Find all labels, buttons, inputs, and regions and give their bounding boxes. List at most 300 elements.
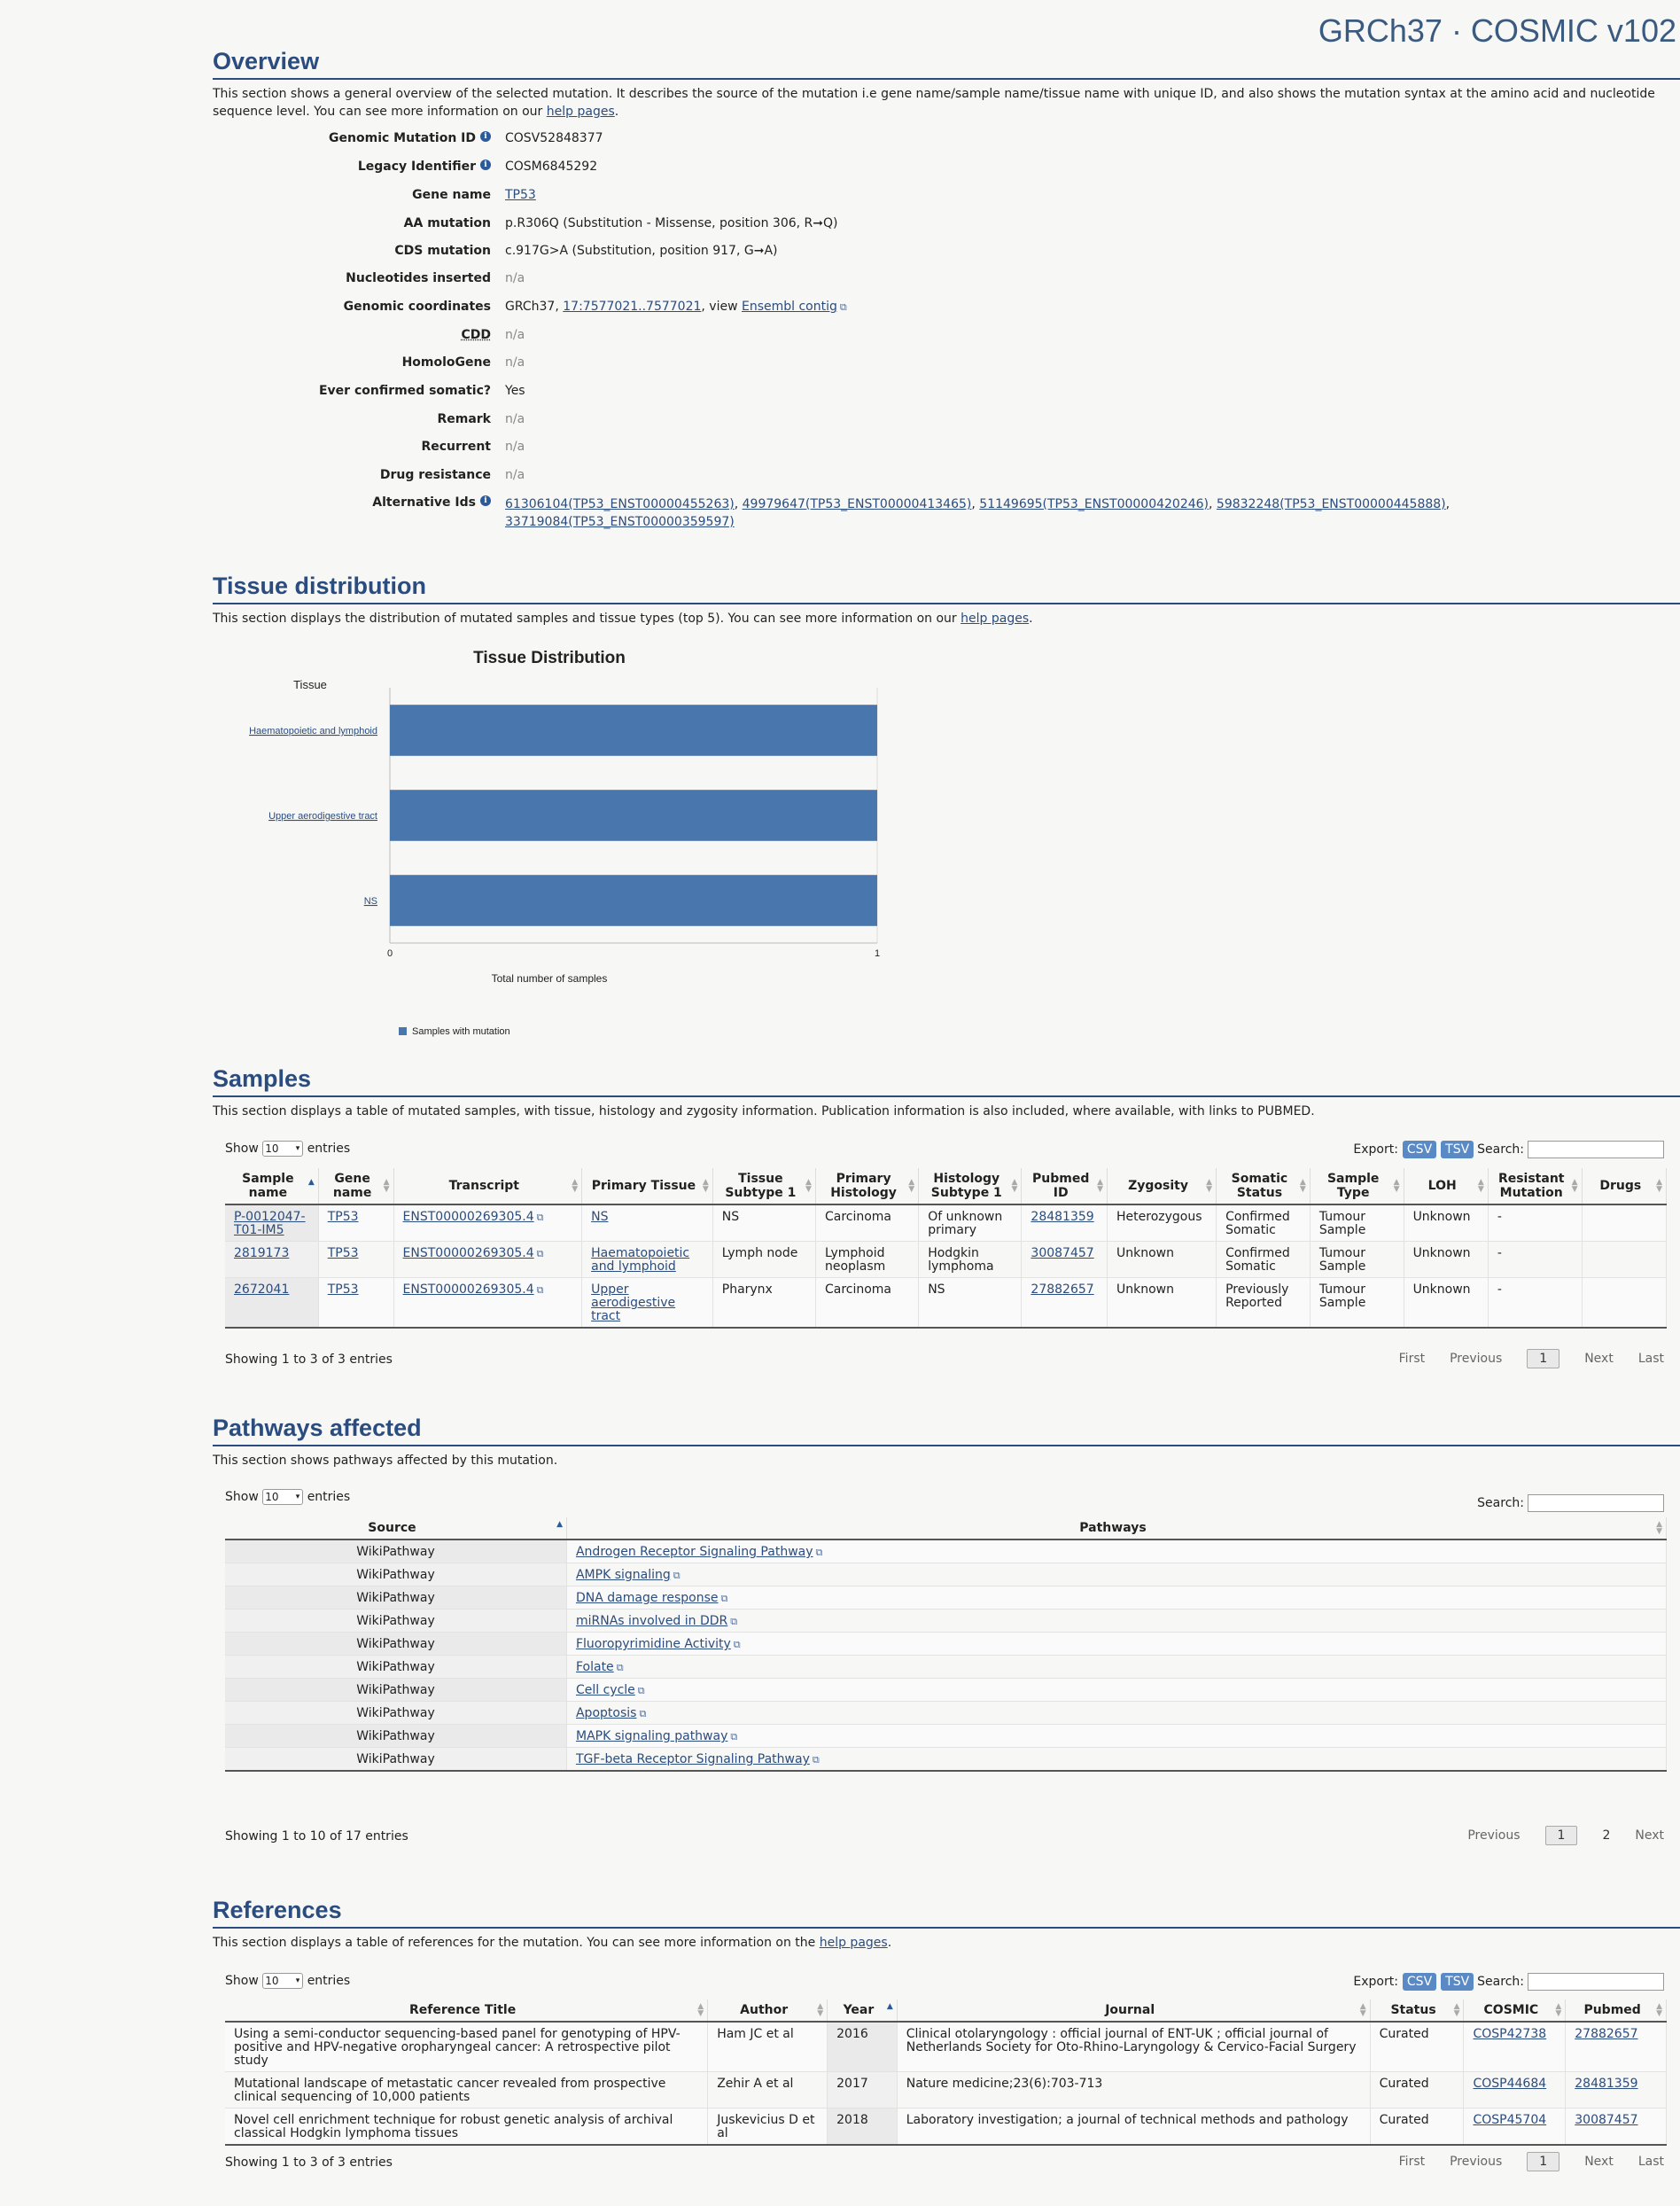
pubmed-link[interactable]: 27882657 (1575, 2027, 1638, 2041)
field-genomic-coordinates (213, 300, 847, 319)
column-header-label: Pubmed (1583, 2003, 1641, 2017)
table-row (225, 1725, 1667, 1748)
cell-histology-subtype-1 (919, 1204, 1022, 1242)
chart-ylabel: Tissue (293, 678, 327, 691)
cell-text: WikiPathway (356, 1706, 435, 1720)
sort-icon: ▲ ▼ (817, 2002, 824, 2018)
pathways-search-input[interactable] (1528, 1494, 1664, 1512)
label-text: Legacy Identifier (357, 160, 476, 174)
transcript-link[interactable]: ENST00000269305.4 (402, 1246, 534, 1260)
tissue-desc-end: . (1029, 612, 1033, 626)
pathways-title: Pathways affected (213, 1413, 1680, 1446)
category-label-haematopoietic-and-lymphoid[interactable]: Haematopoietic and lymphoid (249, 726, 377, 737)
cell-resistant-mutation (1488, 1242, 1582, 1278)
export-tsv-button[interactable]: TSV (1441, 1141, 1474, 1158)
column-header-label: Primary Histology (830, 1172, 897, 1200)
pager-previous[interactable]: Previous (1450, 2155, 1503, 2169)
column-header-drugs[interactable] (1582, 1168, 1666, 1204)
alt-id-link[interactable]: 33719084(TP53_ENST00000359597) (505, 515, 735, 529)
cell-source (225, 1610, 566, 1633)
cell-text: 2016 (836, 2027, 868, 2041)
transcript-link[interactable]: ENST00000269305.4 (402, 1282, 534, 1297)
cell-primary-histology (815, 1278, 918, 1329)
cell-text: Carcinoma (824, 1210, 892, 1224)
remark-value: n/a (505, 412, 525, 426)
cell-sample-name (225, 1242, 318, 1278)
pager-next[interactable]: Next (1635, 1828, 1664, 1843)
cell-sample-type (1310, 1204, 1404, 1242)
column-header-label: Sample name (242, 1172, 294, 1200)
export-label: Export: (1353, 1975, 1398, 1989)
gene-name-link[interactable]: TP53 (505, 188, 536, 202)
samples-title: Samples (213, 1064, 1680, 1097)
cell-tissue-subtype-1 (712, 1242, 815, 1278)
overview-desc-end: . (614, 105, 619, 119)
transcript-link[interactable]: ENST00000269305.4 (402, 1210, 534, 1224)
pathways-link[interactable]: MAPK signaling pathway (575, 1729, 728, 1743)
sort-icon: ▲ ▼ (1097, 1178, 1104, 1194)
samples-search-input[interactable] (1528, 1141, 1664, 1158)
cell-pathways (566, 1679, 1666, 1702)
overview-desc (213, 85, 1680, 121)
select-value: 10 (265, 1142, 279, 1155)
field-ever-confirmed (213, 384, 525, 403)
table-row (225, 1204, 1667, 1242)
cell-text: - (1497, 1282, 1502, 1297)
cell-pathways (566, 1725, 1666, 1748)
x-tick-label: 0 (386, 948, 393, 959)
field-label: Ever confirmed somatic? (318, 384, 491, 398)
external-link-icon: ⧉ (730, 1731, 738, 1742)
pathways-info: Showing 1 to 10 of 17 entries (225, 1829, 408, 1844)
alt-id-link[interactable]: 49979647(TP53_ENST00000413465) (742, 497, 972, 511)
alt-id-link[interactable]: 59832248(TP53_ENST00000445888) (1216, 497, 1446, 511)
cell-pubmed (1566, 2072, 1667, 2109)
table-row (225, 1633, 1667, 1656)
column-header-resistant-mutation[interactable] (1488, 1168, 1582, 1204)
cell-text: Unknown (1116, 1246, 1175, 1260)
select-value: 10 (265, 1491, 279, 1503)
cell-author (708, 2022, 828, 2072)
external-link-icon: ⧉ (637, 1685, 645, 1696)
field-label: Gene name (412, 188, 491, 202)
info-icon[interactable]: i (480, 160, 491, 170)
sample-name-link[interactable]: 2672041 (234, 1282, 290, 1297)
cell-pathways (566, 1656, 1666, 1679)
category-label-ns[interactable]: NS (363, 896, 377, 907)
drug-resistance-value: n/a (505, 468, 525, 482)
recurrent-value: n/a (505, 440, 525, 454)
cell-text: Heterozygous (1116, 1210, 1202, 1224)
pager-first[interactable]: First (1398, 1352, 1426, 1366)
sample-name-link[interactable]: P-0012047-T01-IM5 (234, 1210, 306, 1237)
bar-upper-aerodigestive-tract[interactable] (390, 790, 877, 841)
cell-text: WikiPathway (356, 1752, 435, 1766)
export-csv-button[interactable]: CSV (1403, 1973, 1436, 1991)
column-header-sample-name[interactable] (225, 1168, 318, 1204)
primary-tissue-link[interactable]: Haematopoietic and lymphoid (591, 1246, 690, 1274)
cell-reference-title (225, 2109, 708, 2146)
cell-drugs (1582, 1204, 1666, 1242)
references-info: Showing 1 to 3 of 3 entries (225, 2155, 393, 2170)
cell-text: Confirmed Somatic (1225, 1246, 1290, 1274)
column-header-label: Drugs (1599, 1179, 1642, 1193)
column-header-pubmed-id[interactable] (1022, 1168, 1108, 1204)
external-link-icon: ⧉ (720, 1593, 728, 1604)
pager-previous[interactable]: Previous (1450, 1352, 1503, 1366)
sort-icon: ▲ ▼ (805, 1178, 812, 1194)
gene-name-link[interactable]: TP53 (327, 1210, 359, 1224)
cell-status (1370, 2022, 1464, 2072)
column-header-pathways[interactable] (566, 1517, 1666, 1540)
external-link-icon: ⧉ (616, 1662, 624, 1673)
pubmed-link[interactable]: 30087457 (1575, 2113, 1638, 2127)
tissue-distribution-chart (213, 642, 922, 1049)
pathways-table (225, 1517, 1667, 1772)
gene-name-link[interactable]: TP53 (327, 1246, 359, 1260)
table-row (225, 1586, 1667, 1610)
cdd-value: n/a (505, 328, 525, 342)
pager-2[interactable]: 2 (1602, 1828, 1611, 1843)
sort-icon: ▲ ▼ (1555, 2002, 1562, 2018)
cell-text: Unknown (1116, 1282, 1175, 1297)
sample-name-link[interactable]: 2819173 (234, 1246, 290, 1260)
samples-desc: This section displays a table of mutated samples, with tissue, histology and zygosity information. Publication information is also included, where available, with links to PUBMED. (213, 1104, 1315, 1119)
field-homologene (213, 355, 525, 375)
cosmic-link[interactable]: COSP42738 (1473, 2027, 1547, 2041)
cell-pubmed-id (1022, 1204, 1108, 1242)
sort-icon: ▲ ▼ (1011, 1178, 1018, 1194)
pathways-link[interactable]: TGF-beta Receptor Signaling Pathway (575, 1752, 810, 1766)
column-header-label: Year (843, 2003, 875, 2017)
column-header-zygosity[interactable] (1108, 1168, 1217, 1204)
pathways-link[interactable]: Cell cycle (575, 1683, 635, 1697)
cell-source (225, 1563, 566, 1586)
column-header-journal[interactable] (897, 1999, 1370, 2022)
x-tick-label: 1 (874, 948, 881, 959)
column-header-sample-type[interactable] (1310, 1168, 1404, 1204)
pager-first[interactable]: First (1398, 2155, 1426, 2169)
external-link-icon: ⧉ (815, 1547, 823, 1558)
cell-sample-type (1310, 1242, 1404, 1278)
sort-icon: ▲ ▼ (1393, 1178, 1400, 1194)
field-genomic-mutation-id (213, 131, 603, 151)
help-pages-link[interactable]: help pages (819, 1936, 888, 1950)
coordinates-link[interactable]: 17:7577021..7577021 (563, 300, 702, 314)
overview-title: Overview (213, 46, 1680, 80)
sort-icon: ▲ ▼ (1359, 2002, 1366, 2018)
cell-text: Mutational landscape of metastatic cancer revealed from prospective clinical sequencing of 10,000 patients (234, 2077, 666, 2104)
bar-haematopoietic-and-lymphoid[interactable] (390, 705, 877, 756)
show-label: Show (225, 1142, 259, 1156)
cosmic-link[interactable]: COSP44684 (1473, 2077, 1547, 2091)
column-header-label: Transcript (448, 1179, 520, 1193)
field-label: Nucleotides inserted (346, 271, 491, 285)
cell-text: WikiPathway (356, 1637, 435, 1651)
show-label: Show (225, 1490, 259, 1504)
cds-mutation-value: c.917G>A (Substitution, position 917, G➞A) (505, 244, 778, 258)
external-link-icon: ⧉ (839, 301, 847, 313)
field-remark (213, 412, 525, 432)
primary-tissue-link[interactable]: NS (591, 1210, 609, 1224)
chart-xlabel: Total number of samples (491, 972, 608, 985)
cell-text: Tumour Sample (1318, 1210, 1366, 1237)
table-row (225, 1748, 1667, 1772)
cell-cosmic (1464, 2022, 1566, 2072)
cell-pathways (566, 1610, 1666, 1633)
cell-text: Ham JC et al (717, 2027, 794, 2041)
sort-icon: ▲ ▼ (572, 1178, 579, 1194)
help-pages-link[interactable]: help pages (961, 612, 1030, 626)
field-legacy-identifier (213, 160, 597, 179)
column-header-year[interactable] (828, 1999, 898, 2022)
chart-title: Tissue Distribution (473, 649, 626, 667)
pathways-link[interactable]: Androgen Receptor Signaling Pathway (575, 1545, 813, 1559)
cell-text: Clinical otolaryngology : official journal of ENT-UK ; official journal of Netherlands Society for Oto-Rhino-Laryngology & Cervico-Facial Surgery (906, 2027, 1357, 2054)
cell-transcript (393, 1278, 582, 1329)
cell-year (828, 2022, 898, 2072)
external-link-icon: ⧉ (812, 1754, 820, 1766)
export-label: Export: (1353, 1142, 1398, 1157)
column-header-label: Zygosity (1128, 1179, 1188, 1193)
primary-tissue-link[interactable]: Upper aerodigestive tract (591, 1282, 676, 1323)
genomic-mutation-id-value: COSV52848377 (505, 131, 603, 145)
pathways-length-control (225, 1489, 350, 1505)
cell-source (225, 1540, 566, 1563)
cell-cosmic (1464, 2072, 1566, 2109)
column-header-transcript[interactable] (393, 1168, 582, 1204)
field-label: HomoloGene (401, 355, 491, 370)
field-label: Drug resistance (379, 468, 491, 482)
help-pages-link[interactable]: help pages (546, 105, 615, 119)
cell-text: WikiPathway (356, 1729, 435, 1743)
pubmed-link[interactable]: 28481359 (1575, 2077, 1638, 2091)
pubmed-id-link[interactable]: 30087457 (1031, 1246, 1094, 1260)
column-header-status[interactable] (1370, 1999, 1464, 2022)
table-row (225, 1563, 1667, 1586)
samples-export-search (1353, 1141, 1664, 1158)
cell-text: NS (721, 1210, 740, 1224)
cell-text: Novel cell enrichment technique for robust genetic analysis of archival classical Hodgkin lymphoma tissues (234, 2113, 673, 2140)
column-header-author[interactable] (708, 1999, 828, 2022)
bar-ns[interactable] (390, 875, 877, 926)
field-recurrent (213, 440, 525, 459)
cell-primary-tissue (582, 1204, 713, 1242)
column-header-label: Author (740, 2003, 789, 2017)
pager-1[interactable]: 1 (1545, 1826, 1578, 1845)
cosmic-link[interactable]: COSP45704 (1473, 2113, 1547, 2127)
column-header-loh[interactable] (1404, 1168, 1488, 1204)
column-header-pubmed[interactable] (1566, 1999, 1667, 2022)
entries-label: entries (307, 1974, 351, 1988)
column-header-primary-histology[interactable] (815, 1168, 918, 1204)
entries-select[interactable] (262, 1141, 303, 1157)
column-header-label: COSMIC (1483, 2003, 1539, 2017)
pathways-link[interactable]: Fluoropyrimidine Activity (575, 1637, 731, 1651)
cell-zygosity (1108, 1204, 1217, 1242)
cell-reference-title (225, 2072, 708, 2109)
cell-transcript (393, 1204, 582, 1242)
cell-journal (897, 2109, 1370, 2146)
sort-icon: ▲ (556, 1520, 563, 1529)
field-nucleotides-inserted (213, 271, 525, 291)
references-table (225, 1999, 1667, 2146)
search-label: Search: (1477, 1142, 1524, 1157)
cell-sample-name (225, 1204, 318, 1242)
cell-histology-subtype-1 (919, 1278, 1022, 1329)
cell-journal (897, 2072, 1370, 2109)
label-text: Alternative Ids (372, 495, 476, 510)
column-header-label: Gene name (332, 1172, 372, 1200)
column-header-reference-title[interactable] (225, 1999, 708, 2022)
pathways-link[interactable]: AMPK signaling (575, 1568, 671, 1582)
samples-info: Showing 1 to 3 of 3 entries (225, 1352, 393, 1367)
legend-swatch (399, 1027, 407, 1035)
cell-text: Lymph node (721, 1246, 798, 1260)
column-header-somatic-status[interactable] (1217, 1168, 1311, 1204)
samples-table (225, 1168, 1667, 1329)
ensembl-contig-link[interactable]: Ensembl contig (741, 300, 837, 314)
table-row (225, 1242, 1667, 1278)
table-row (225, 2022, 1667, 2072)
coord-prefix: GRCh37, (505, 300, 564, 314)
entries-label: entries (307, 1142, 351, 1156)
cell-sample-name (225, 1278, 318, 1329)
coord-mid: , view (701, 300, 742, 314)
tissue-chart (213, 642, 922, 1049)
references-export-search (1353, 1973, 1664, 1991)
sort-icon: ▲ ▼ (1656, 1520, 1662, 1536)
column-header-source[interactable] (225, 1517, 566, 1540)
cell-pathways (566, 1748, 1666, 1772)
cell-pubmed (1566, 2109, 1667, 2146)
column-header-label: Status (1390, 2003, 1436, 2017)
sort-icon: ▲ ▼ (1571, 1178, 1578, 1194)
cell-text: Unknown (1412, 1210, 1471, 1224)
samples-pagination (1374, 1349, 1664, 1368)
references-title: References (213, 1895, 1680, 1929)
cell-sample-type (1310, 1278, 1404, 1329)
pathways-desc: This section shows pathways affected by this mutation. (213, 1454, 558, 1468)
cell-pubmed-id (1022, 1242, 1108, 1278)
column-header-histology-subtype-1[interactable] (919, 1168, 1022, 1204)
export-csv-button[interactable]: CSV (1403, 1141, 1436, 1158)
pager-1[interactable]: 1 (1527, 1349, 1559, 1368)
column-header-label: Primary Tissue (591, 1179, 696, 1193)
column-header-cosmic[interactable] (1464, 1999, 1566, 2022)
cell-zygosity (1108, 1242, 1217, 1278)
table-row (225, 1540, 1667, 1563)
field-label: Remark (437, 412, 491, 426)
pager-previous[interactable]: Previous (1467, 1828, 1521, 1843)
cell-cosmic (1464, 2109, 1566, 2146)
pathways-link[interactable]: Folate (575, 1660, 614, 1674)
cell-text: Nature medicine;23(6):703-713 (906, 2077, 1103, 2091)
external-link-icon: ⧉ (536, 1248, 544, 1259)
cell-primary-tissue (582, 1242, 713, 1278)
cell-status (1370, 2109, 1464, 2146)
column-header-label: Pathways (1079, 1521, 1147, 1535)
cell-drugs (1582, 1278, 1666, 1329)
cell-pubmed-id (1022, 1278, 1108, 1329)
cell-text: Curated (1379, 2027, 1429, 2041)
field-label (213, 495, 505, 531)
table-row (225, 1656, 1667, 1679)
pathways-pagination (1443, 1826, 1664, 1845)
cell-text: Confirmed Somatic (1225, 1210, 1290, 1237)
pager-last[interactable]: Last (1637, 1352, 1664, 1366)
references-length-control (225, 1973, 350, 1989)
cell-pubmed (1566, 2022, 1667, 2072)
cell-source (225, 1702, 566, 1725)
column-header-label: Reference Title (408, 2003, 517, 2017)
sort-icon: ▲ ▼ (697, 2002, 704, 2018)
alt-id-link[interactable]: 51149695(TP53_ENST00000420246) (979, 497, 1209, 511)
cell-primary-histology (815, 1242, 918, 1278)
cell-text: Curated (1379, 2113, 1429, 2127)
entries-select[interactable] (262, 1973, 303, 1989)
references-search-input[interactable] (1528, 1973, 1664, 1991)
external-link-icon: ⧉ (730, 1616, 738, 1627)
field-drug-resistance (213, 468, 525, 487)
pubmed-id-link[interactable]: 27882657 (1031, 1282, 1094, 1297)
cell-drugs (1582, 1242, 1666, 1278)
category-label-upper-aerodigestive-tract[interactable]: Upper aerodigestive tract (268, 811, 377, 822)
pager-next[interactable]: Next (1584, 2155, 1614, 2169)
external-link-icon: ⧉ (536, 1212, 544, 1223)
pubmed-id-link[interactable]: 28481359 (1031, 1210, 1094, 1224)
cell-somatic-status (1217, 1278, 1311, 1329)
cell-somatic-status (1217, 1204, 1311, 1242)
cell-reference-title (225, 2022, 708, 2072)
column-header-gene-name[interactable] (318, 1168, 393, 1204)
info-icon[interactable]: i (480, 495, 491, 506)
column-header-tissue-subtype-1[interactable] (712, 1168, 815, 1204)
pathways-link[interactable]: miRNAs involved in DDR (575, 1614, 728, 1628)
gene-name-link[interactable]: TP53 (327, 1282, 359, 1297)
cell-source (225, 1748, 566, 1772)
overview-section (213, 46, 1680, 529)
pager-next[interactable]: Next (1584, 1352, 1614, 1366)
cell-text: - (1497, 1210, 1502, 1224)
overview-desc-text: This section shows a general overview of the selected mutation. It describes the source of the mutation i.e gene name/sample name/tissue name with unique ID, and also shows the mutation syntax at the amino acid and nucleotide sequence level. You can see more information on our (213, 87, 1655, 119)
pager-last[interactable]: Last (1637, 2155, 1664, 2169)
column-header-primary-tissue[interactable] (582, 1168, 713, 1204)
cell-status (1370, 2072, 1464, 2109)
external-link-icon: ⧉ (536, 1284, 544, 1296)
pathways-link[interactable]: DNA damage response (575, 1591, 719, 1605)
cell-year (828, 2072, 898, 2109)
field-label (213, 328, 505, 347)
alt-id-link[interactable]: 61306104(TP53_ENST00000455263) (505, 497, 735, 511)
cell-text: Laboratory investigation; a journal of technical methods and pathology (906, 2113, 1349, 2127)
info-icon[interactable]: i (480, 131, 491, 142)
cell-text: WikiPathway (356, 1545, 435, 1559)
tissue-desc-text: This section displays the distribution of mutated samples and tissue types (top 5). You can see more information on our (213, 612, 961, 626)
tissue-title: Tissue distribution (213, 571, 1680, 604)
pager-1[interactable]: 1 (1527, 2152, 1559, 2171)
field-aa-mutation (213, 216, 837, 236)
entries-select[interactable] (262, 1489, 303, 1505)
export-tsv-button[interactable]: TSV (1441, 1973, 1474, 1991)
pathways-link[interactable]: Apoptosis (575, 1706, 637, 1720)
cell-text: Previously Reported (1225, 1282, 1289, 1310)
label-text: Genomic Mutation ID (329, 131, 476, 145)
cell-source (225, 1725, 566, 1748)
homologene-value: n/a (505, 355, 525, 370)
samples-section (213, 1064, 1680, 1367)
cell-loh (1404, 1242, 1488, 1278)
